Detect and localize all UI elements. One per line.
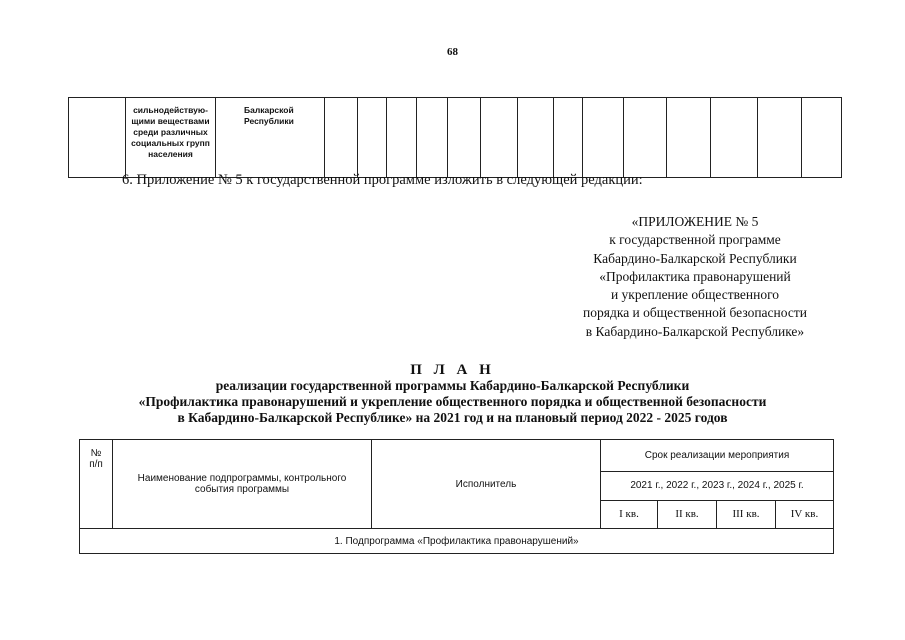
text-line: Республики [244,116,294,126]
text-line: щими веществами [131,116,210,126]
continued-table [68,97,842,178]
table-cell [583,98,624,178]
quarter-1-header: I кв. [601,500,658,528]
subtitle-line: реализации государственной программы Кабардино-Балкарской Республики [215,378,690,393]
appendix-line: порядка и общественной безопасности [583,305,807,321]
plan-subtitle [70,378,835,426]
col-period-header: Срок реализации мероприятия [601,440,834,472]
table-cell [69,98,126,178]
col-executor-header: Исполнитель [372,440,601,529]
table-cell [358,98,387,178]
table-cell [554,98,583,178]
table-cell [448,98,481,178]
table-cell [711,98,758,178]
table-row [69,98,842,178]
table-cell [417,98,448,178]
col-number-header [80,440,113,529]
page-number: 68 [447,46,458,58]
table-cell [802,98,842,178]
table-cell [624,98,667,178]
text-line: № [90,448,102,459]
text-line: Наименование подпрограммы, контрольного [137,473,347,484]
table-cell [481,98,518,178]
table-header-row [80,440,834,472]
table-cell [387,98,417,178]
table-row [80,529,834,554]
appendix-header [540,213,850,341]
text-line: Балкарской [244,105,294,115]
quarter-3-header: III кв. [717,500,776,528]
text-line: события программы [194,484,290,495]
appendix-line: и укрепление общественного [610,287,780,303]
appendix-line: в Кабардино-Балкарской Республике» [585,323,805,339]
text-line: сильнодействую- [133,105,208,115]
col-name-header [113,440,372,529]
appendix-line: «ПРИЛОЖЕНИЕ № 5 [631,214,759,229]
appendix-line: Кабардино-Балкарской Республики [593,250,797,266]
table-cell [758,98,802,178]
quarter-2-header: II кв. [658,500,717,528]
subtitle-line: «Профилактика правонарушений и укрепление общественного порядка и общественной безопасности [138,394,767,409]
table-cell [325,98,358,178]
executor-cell [216,98,325,178]
text-line: социальных групп [131,138,210,148]
subtitle-line: в Кабардино-Балкарской Республике» на 2021 год и на плановый период 2022 - 2025 годов [177,410,728,425]
table-cell [518,98,554,178]
appendix-line: к государственной программе [609,232,781,248]
text-line: населения [148,149,193,159]
years-header: 2021 г., 2022 г., 2023 г., 2024 г., 2025 г. [601,471,834,500]
plan-title: П Л А Н [410,362,495,378]
appendix-line: «Профилактика правонарушений [599,268,791,284]
subprogram-row: 1. Подпрограмма «Профилактика правонарушений» [80,529,834,554]
text-line: среди различных [133,127,208,137]
amendment-line: 6. Приложение № 5 к государственной программе изложить в следующей редакции: [122,172,643,188]
table-cell [667,98,711,178]
text-line: п/п [89,459,103,470]
quarter-4-header: IV кв. [776,500,834,528]
target-group-cell [126,98,216,178]
plan-table [79,439,834,554]
